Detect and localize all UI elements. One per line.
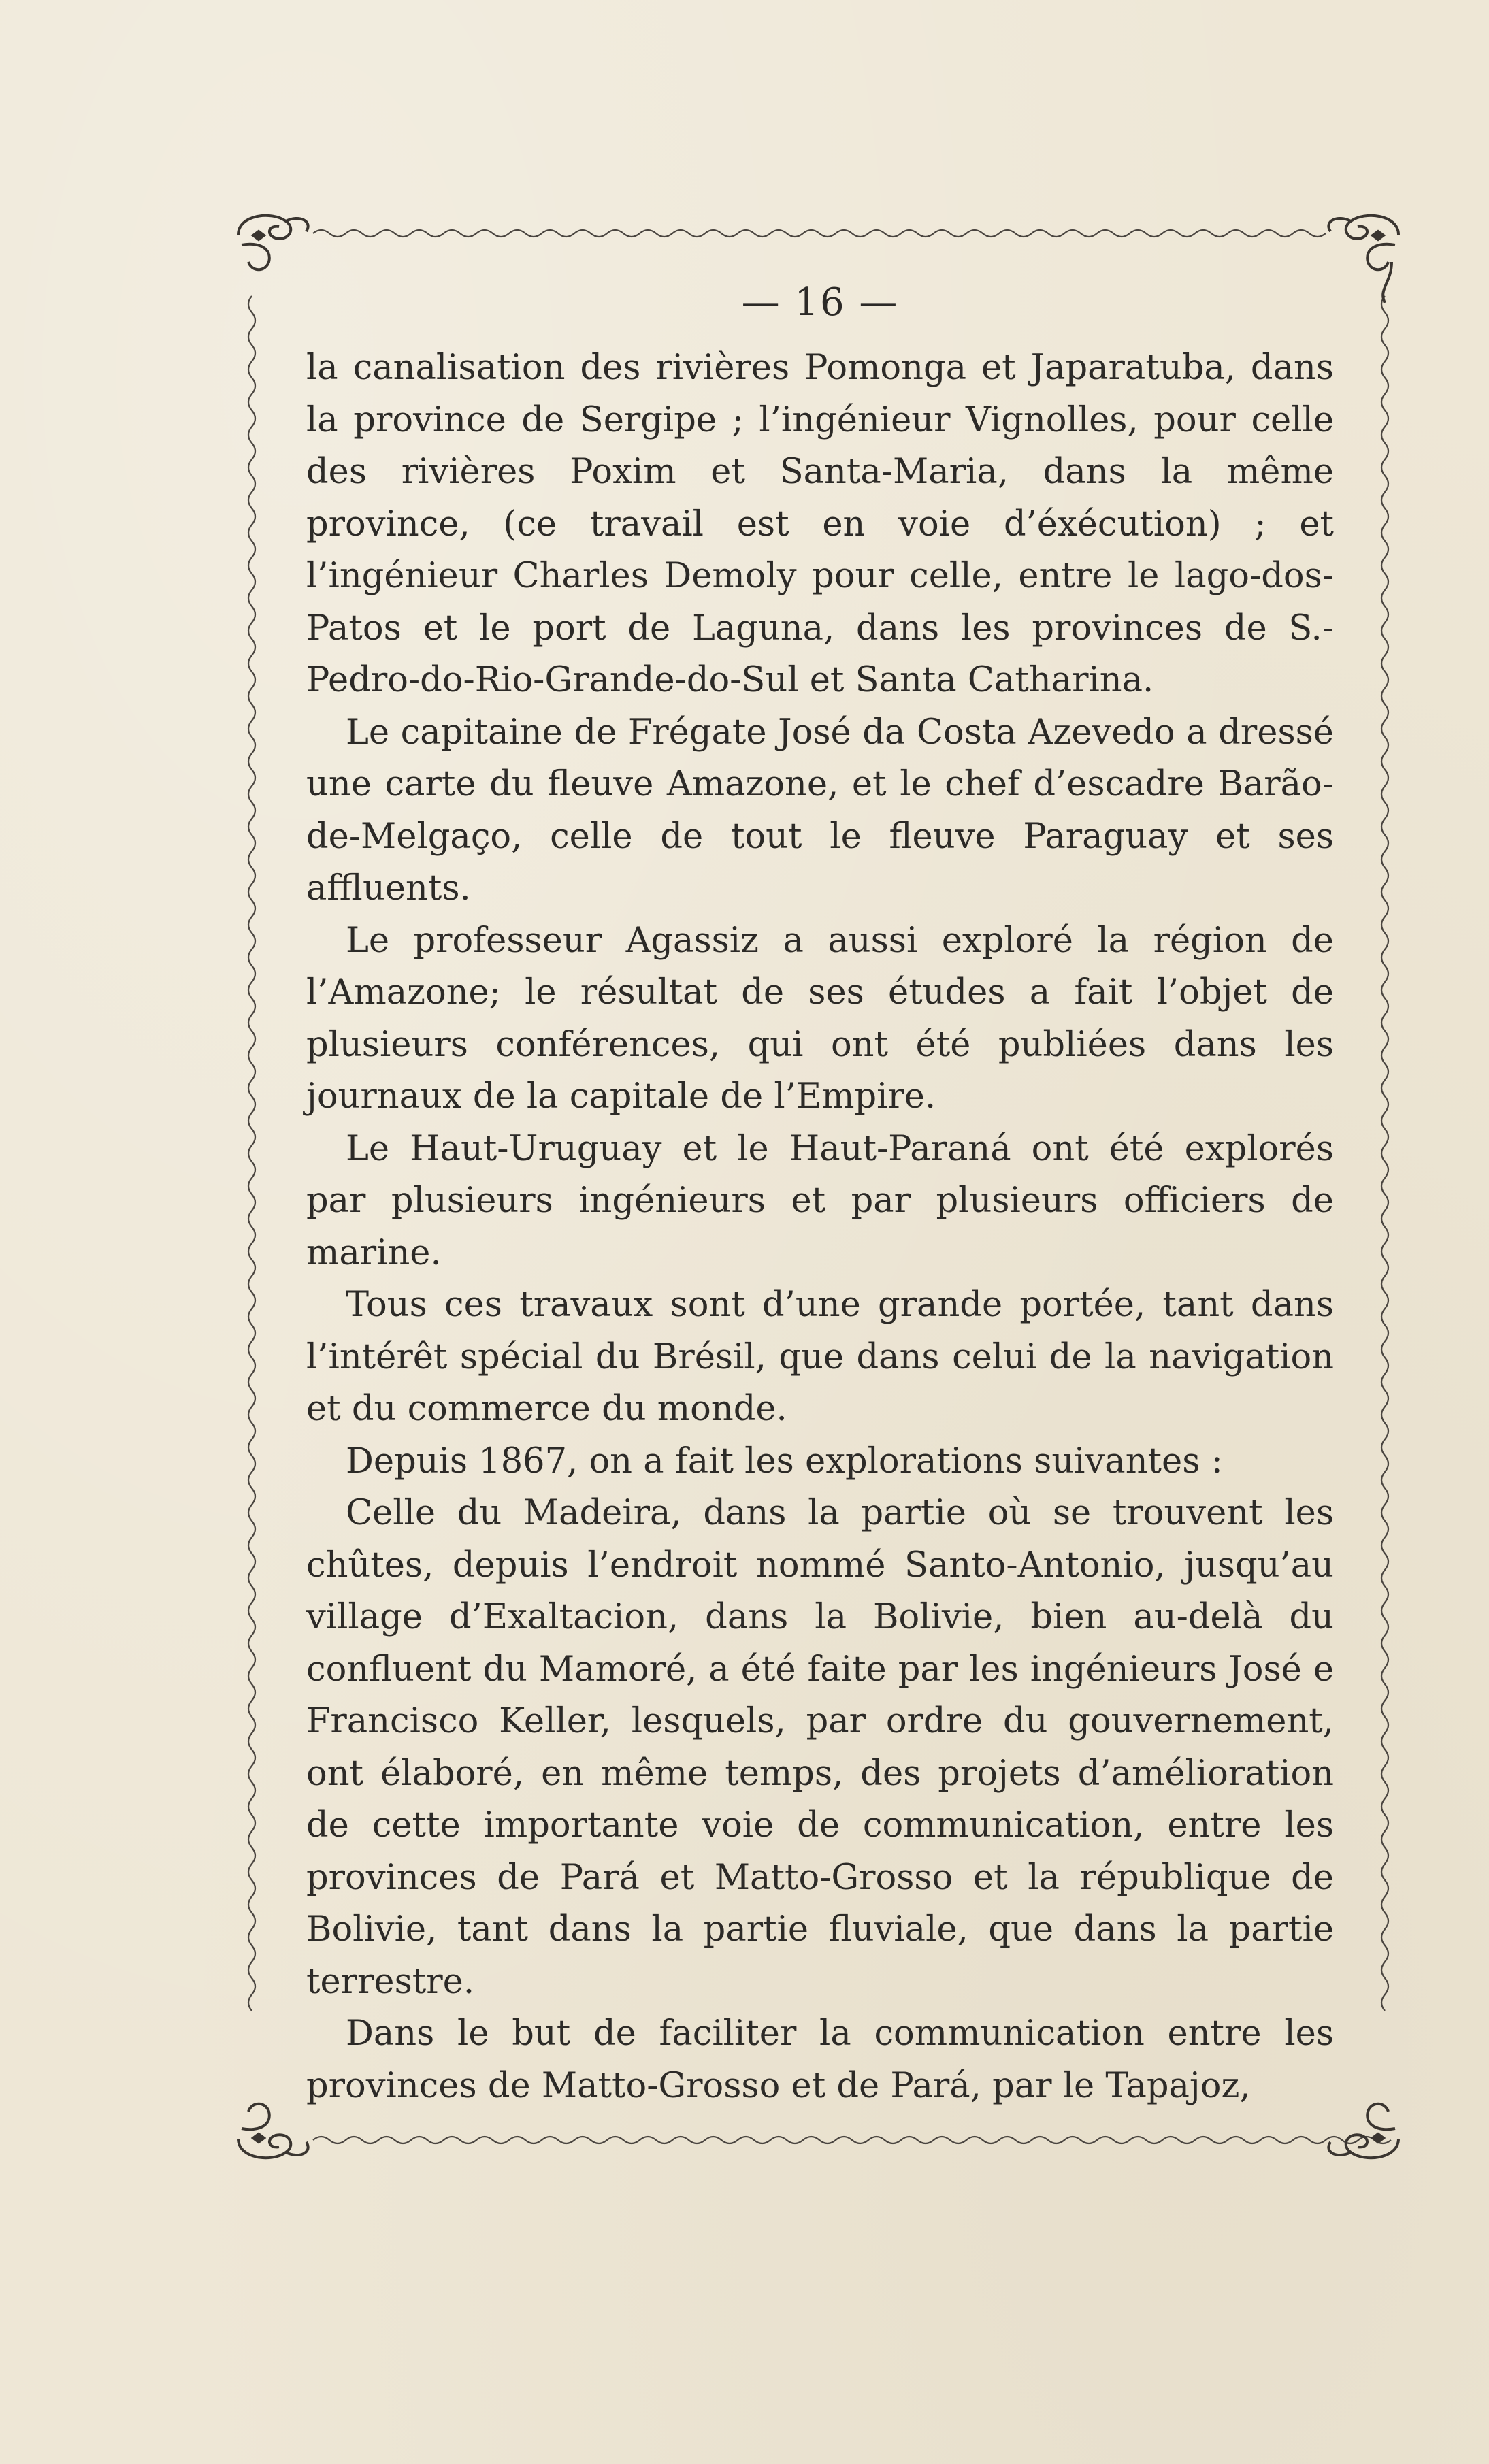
paragraph: Le Haut-Uruguay et le Haut-Paraná ont été explorés par plusieurs ingénieurs et par plusieurs officiers de marine. [306,1128,1334,1273]
paragraph: Celle du Madeira, dans la partie où se trouvent les chûtes, depuis l’endroit nommé Santo-Antonio, jusqu’au village d’Exaltacion, dans la Bolivie, bien au-delà du confluent du Mamoré, a été faite par les ingénieurs José e Francisco Keller, lesquels, par ordre du gouvernement, ont élaboré, en même temps, des projets d’amélioration de cette importante voie de communication, entre les provinces de Pará et Matto-Grosso et la république de Bolivie, tant dans la partie fluviale, que dans la partie terrestre. [306,1493,1334,2002]
top-wavy-border [313,230,1326,237]
paragraph: Dans le but de faciliter la communication entre les provinces de Matto-Grosso et de Pará, par le Tapajoz, [306,2014,1334,2106]
corner-flourish-icon [238,2104,308,2158]
paragraph: Le capitaine de Frégate José da Costa Azevedo a dressé une carte du fleuve Amazone, et le chef d’escadre Barão-de-Melgaço, celle de tout le fleuve Paraguay et ses affluents. [306,712,1334,908]
corner-flourish-icon [1328,216,1398,303]
bottom-wavy-border [313,2137,1391,2143]
paragraph: Depuis 1867, on a fait les explorations suivantes : [346,1441,1223,1481]
paragraph: Tous ces travaux sont d’une grande portée, tant dans l’intérêt spécial du Brésil, que dans celui de la navigation et du commerce du monde. [306,1285,1334,1429]
ornamental-frame [231,208,1405,2166]
corner-flourish-icon [238,216,308,269]
left-wavy-border [248,296,255,2011]
right-wavy-border [1381,296,1388,2011]
paragraph: la canalisation des rivières Pomonga et Japaratuba, dans la province de Sergipe ; l’ingénieur Vignolles, pour celle des rivières Poxim et Santa-Maria, dans la même province, (ce travail est en voie d’éxécution) ; et l’ingénieur Charles Demoly pour celle, entre le lago-dos-Patos et le port de Laguna, dans les provinces de S.-Pedro-do-Rio-Grande-do-Sul et Santa Catharina. [306,348,1334,700]
paragraph: Le professeur Agassiz a aussi exploré la région de l’Amazone; le résultat de ses études a fait l’objet de plusieurs conférences, qui ont été publiées dans les journaux de la capitale de l’Empire. [306,920,1334,1117]
page-number: — 16 — [741,280,899,325]
corner-flourish-icon [1328,2104,1398,2158]
page-content [306,276,1334,2112]
